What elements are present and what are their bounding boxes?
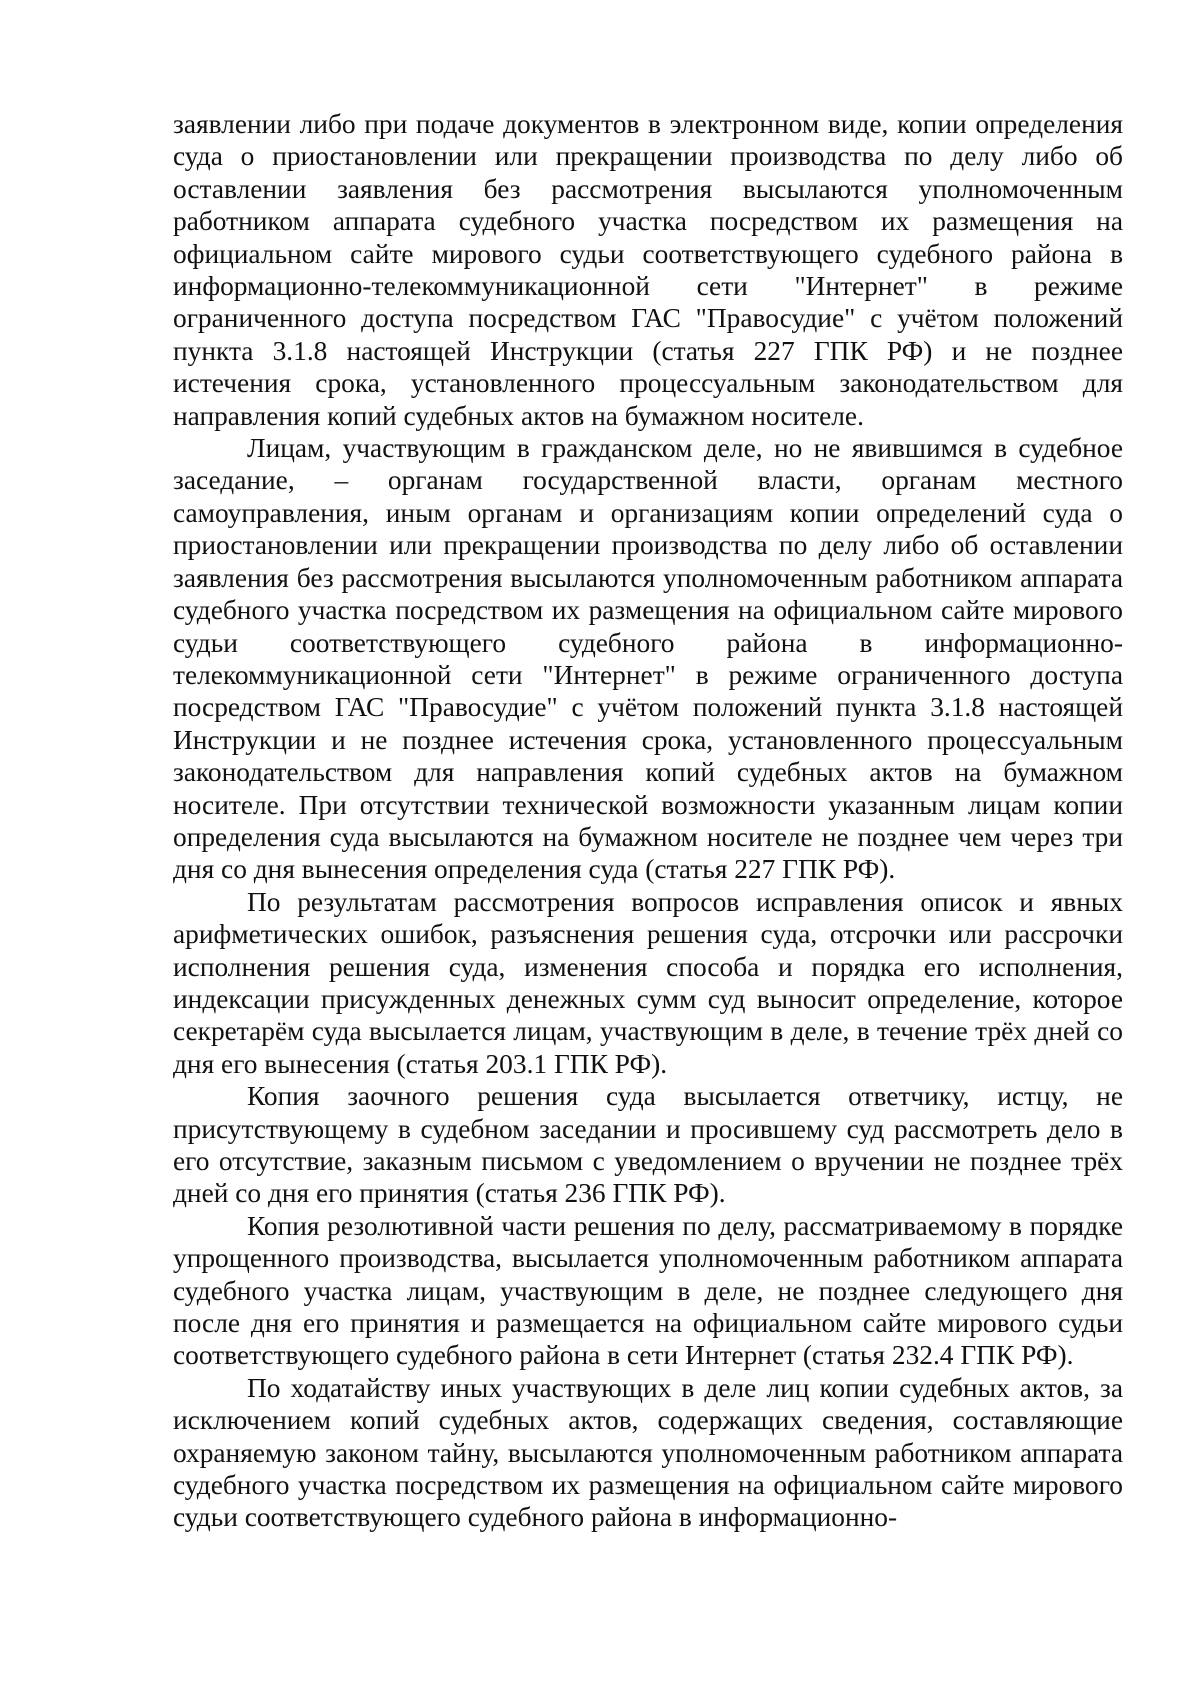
- paragraph-default-judgment-copy: Копия заочного решения суда высылается ответчику, истцу, не присутствующему в судебном заседании и просившему суд рассмотреть дело в его отсутствие, заказным письмом с уведомлением о вручении не позднее трёх дней со дня его принятия (статья 236 ГПК РФ).: [173, 1081, 1123, 1209]
- paragraph-petition-copies: По ходатайству иных участвующих в деле лиц копии судебных актов, за исключением копий судебных актов, содержащих сведения, составляющие охраняемую законом тайну, высылаются уполномоченным работником аппарата судебного участка посредством их размещения на официальном сайте мирового судьи соответствующего судебного района в информационно-: [173, 1372, 1123, 1533]
- paragraph-simplified-procedure-copy: Копия резолютивной части решения по делу, рассматриваемому в порядке упрощенного производства, высылается уполномоченным работником аппарата судебного участка лицам, участвующим в деле, не позднее следующего дня после дня его принятия и размещается на официальном сайте мирового судьи соответствующего судебного района в сети Интернет (статья 232.4 ГПК РФ).: [173, 1210, 1123, 1371]
- paragraph-corrections-determination: По результатам рассмотрения вопросов исправления описок и явных арифметических ошибок, разъяснения решения суда, отсрочки или рассрочки исполнения решения суда, изменения способа и порядка его исполнения, индексации присужденных денежных сумм суд выносит определение, которое секретарём суда высылается лицам, участвующим в деле, в течение трёх дней со дня его вынесения (статья 203.1 ГПК РФ).: [173, 886, 1123, 1079]
- document-page: [173, 108, 1123, 1534]
- paragraph-absent-parties-copies: Лицам, участвующим в гражданском деле, но не явившимся в судебное заседание, – органам государственной власти, органам местного самоуправления, иным органам и организациям копии определений суда о приостановлении или прекращении производства по делу либо об оставлении заявления без рассмотрения высылаются уполномоченным работником аппарата судебного участка посредством их размещения на официальном сайте мирового судьи соответствующего судебного района в информационно-телекоммуникационной сети "Интернет" в режиме ограниченного доступа посредством ГАС "Правосудие" с учётом положений пункта 3.1.8 настоящей Инструкции и не позднее истечения срока, установленного процессуальным законодательством для направления копий судебных актов на бумажном носителе. При отсутствии технической возможности указанным лицам копии определения суда высылаются на бумажном носителе не позднее чем через три дня со дня вынесения определения суда (статья 227 ГПК РФ).: [173, 433, 1123, 885]
- paragraph-continuation: заявлении либо при подаче документов в электронном виде, копии определения суда о приостановлении или прекращении производства по делу либо об оставлении заявления без рассмотрения высылаются уполномоченным работником аппарата судебного участка посредством их размещения на официальном сайте мирового судьи соответствующего судебного района в информационно-телекоммуникационной сети "Интернет" в режиме ограниченного доступа посредством ГАС "Правосудие" с учётом положений пункта 3.1.8 настоящей Инструкции (статья 227 ГПК РФ) и не позднее истечения срока, установленного процессуальным законодательством для направления копий судебных актов на бумажном носителе.: [173, 109, 1123, 431]
